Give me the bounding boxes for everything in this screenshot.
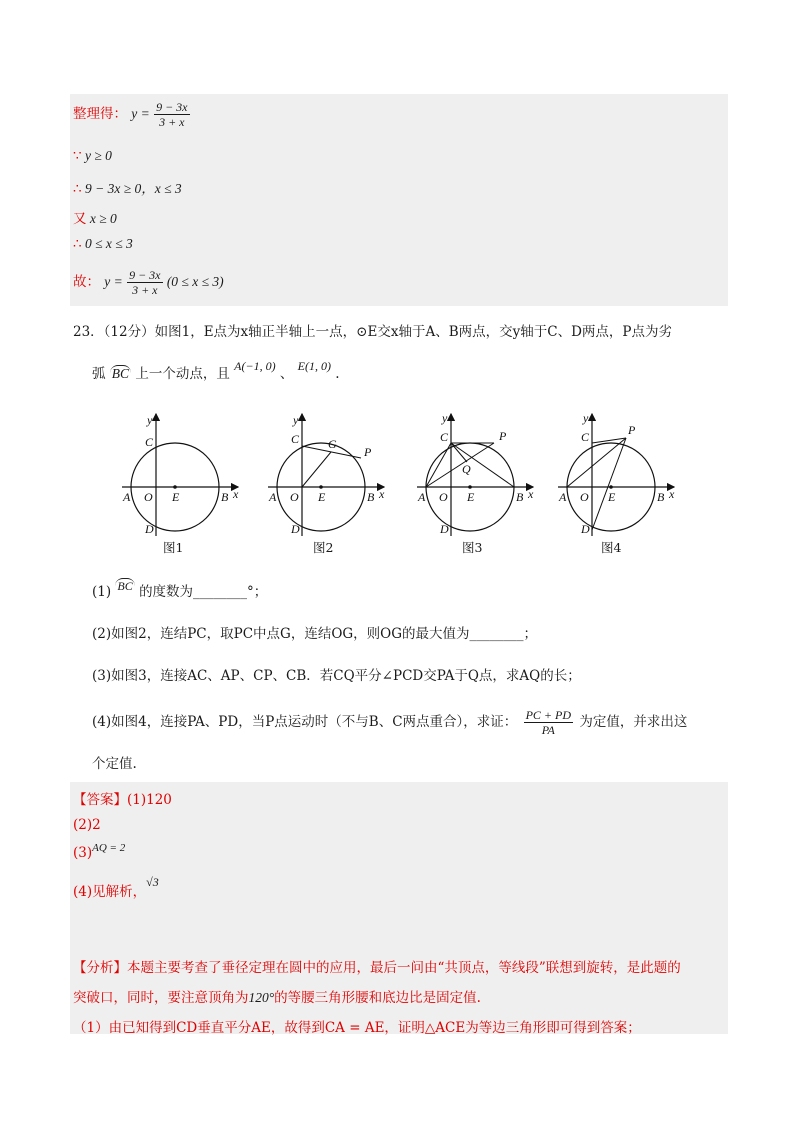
solution-line-3: ∴ 9 − 3x ≥ 0，x ≤ 3 bbox=[73, 181, 182, 197]
fraction: $\frac{9 - 3x}{3 + x}$ bbox=[129, 268, 161, 297]
svg-text:D: D bbox=[145, 522, 154, 536]
svg-text:D: D bbox=[581, 522, 590, 536]
svg-text:y: y bbox=[583, 411, 589, 425]
arc-label: BC bbox=[111, 366, 130, 381]
fraction: $\frac{PC + PD}{PA}$ bbox=[525, 708, 572, 737]
svg-text:P: P bbox=[364, 445, 372, 459]
question-line-2: 弧 BC 上一个动点，且 A(−1, 0) 、 E(1, 0) . bbox=[92, 359, 340, 382]
answer-line-3: $(3)^{AQ = 2}$ bbox=[73, 842, 126, 861]
svg-text:B: B bbox=[221, 490, 229, 504]
svg-text:B: B bbox=[657, 490, 665, 504]
figure-4-caption: 图4 bbox=[601, 540, 622, 555]
solution-line-5: ∴ 0 ≤ x ≤ 3 bbox=[73, 236, 133, 252]
analysis-heading: 【分析】 bbox=[73, 960, 127, 976]
svg-text:A: A bbox=[418, 490, 426, 504]
answer-line-4: (4)见解析，√3 bbox=[73, 875, 159, 900]
svg-text:A: A bbox=[123, 490, 131, 504]
svg-text:P: P bbox=[499, 429, 507, 443]
svg-text:O: O bbox=[580, 490, 589, 504]
svg-text:B: B bbox=[516, 490, 524, 504]
svg-text:G: G bbox=[328, 437, 337, 451]
svg-text:A: A bbox=[559, 490, 567, 504]
svg-text:y: y bbox=[442, 411, 448, 425]
solution-label: 整理得： bbox=[73, 106, 127, 122]
answer-heading: 【答案】 bbox=[73, 792, 127, 808]
svg-text:O: O bbox=[144, 490, 153, 504]
part-4: (4)如图4，连接PA、PD，当P点运动时（不与B、C两点重合），求证： $\frac{PC + PD}{PA}$ 为定值，并求出这 bbox=[92, 708, 688, 737]
solution-line-1: 整理得： y = $\frac{9 - 3x}{3 + x}$ bbox=[73, 100, 188, 129]
svg-text:O: O bbox=[290, 490, 299, 504]
analysis-line-2: 突破口，同时，要注意顶角为120°的等腰三角形腰和底边比是固定值. bbox=[73, 990, 481, 1006]
answer-line-1: 【答案】(1)120 bbox=[73, 792, 172, 808]
solution-line-4: 又 x ≥ 0 bbox=[73, 211, 117, 227]
svg-text:C: C bbox=[145, 435, 154, 449]
svg-text:C: C bbox=[581, 430, 590, 444]
svg-text:E: E bbox=[608, 490, 616, 504]
svg-text:x: x bbox=[233, 487, 239, 501]
answer-line-2: (2)2 bbox=[73, 817, 101, 833]
svg-text:A: A bbox=[269, 490, 277, 504]
svg-text:E: E bbox=[172, 490, 180, 504]
svg-text:x: x bbox=[669, 487, 675, 501]
analysis-line-3: （1）由已知得到CD垂直平分AE，故得到CA = AE，证明△ACE为等边三角形即可得到答案； bbox=[73, 1020, 641, 1036]
svg-text:D: D bbox=[291, 522, 300, 536]
svg-text:x: x bbox=[528, 487, 534, 501]
svg-text:y: y bbox=[293, 413, 299, 427]
figure-2-caption: 图2 bbox=[313, 540, 334, 555]
part-3: (3)如图3，连接AC、AP、CP、CB．若CQ平分∠PCD交PA于Q点，求AQ的长； bbox=[92, 668, 581, 684]
figure-1 bbox=[120, 408, 250, 542]
figure-1-caption: 图1 bbox=[163, 540, 184, 555]
figure-3-caption: 图3 bbox=[462, 540, 483, 555]
svg-text:C: C bbox=[291, 432, 300, 446]
part-4-continued: 个定值. bbox=[92, 756, 137, 772]
svg-text:x: x bbox=[379, 487, 385, 501]
part-2: (2)如图2，连结PC，取PC中点G，连结OG，则OG的最大值为________； bbox=[92, 626, 538, 642]
svg-text:O: O bbox=[439, 490, 448, 504]
part-1: (1) BC 的度数为________°； bbox=[92, 579, 268, 600]
solution-line-6: 故： y = $\frac{9 - 3x}{3 + x}$ (0 ≤ x ≤ 3) bbox=[73, 268, 224, 297]
fraction: $\frac{9 - 3x}{3 + x}$ bbox=[156, 100, 188, 129]
svg-text:C: C bbox=[440, 430, 449, 444]
solution-line-2: ∵ y ≥ 0 bbox=[73, 148, 112, 164]
svg-text:y: y bbox=[147, 413, 153, 427]
svg-text:E: E bbox=[467, 490, 475, 504]
figure-3 bbox=[415, 408, 545, 542]
question-line-1: 23．（12分）如图1，E点为x轴正半轴上一点，⊙E交x轴于A、B两点，交y轴于C、D两点，P点为劣 bbox=[73, 324, 672, 340]
svg-text:E: E bbox=[318, 490, 326, 504]
svg-text:P: P bbox=[628, 423, 636, 437]
svg-text:B: B bbox=[367, 490, 375, 504]
figure-4 bbox=[556, 408, 686, 542]
figure-2 bbox=[266, 408, 396, 542]
svg-text:Q: Q bbox=[462, 462, 471, 476]
svg-text:D: D bbox=[440, 522, 449, 536]
analysis-line-1: 【分析】本题主要考查了垂径定理在圆中的应用，最后一问由“共顶点，等线段”联想到旋转，是此题的 bbox=[73, 960, 681, 976]
